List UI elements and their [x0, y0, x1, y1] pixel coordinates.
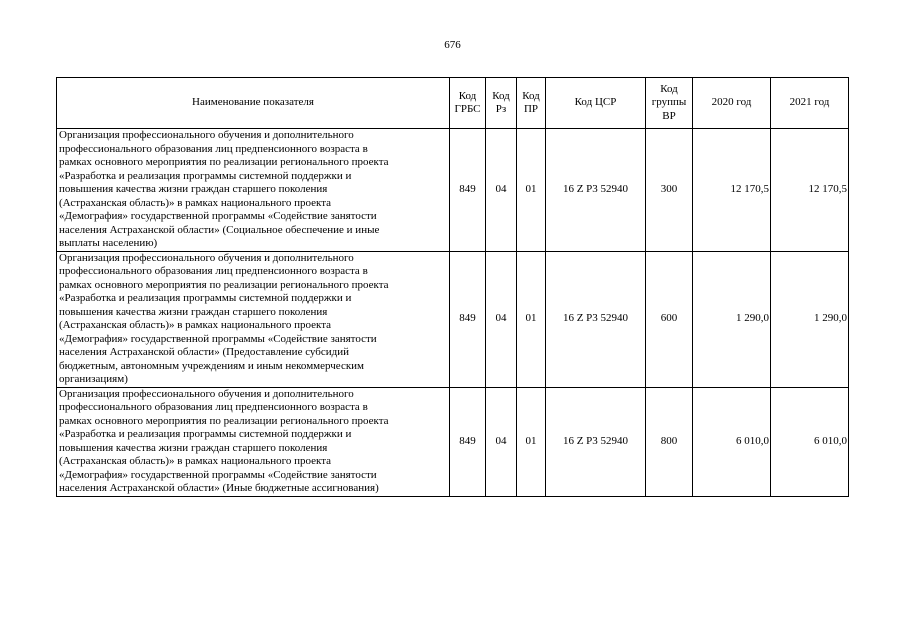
header-vr-line-2: группы: [651, 96, 687, 109]
cell-rz: 04: [486, 129, 517, 252]
cell-rz: 04: [486, 387, 517, 496]
indicator-name-line: профессионального образования лиц предпенсионного возраста в: [59, 265, 368, 277]
indicator-name-line: населения Астраханской области» (Социальное обеспечение и иные: [59, 223, 380, 236]
indicator-name-line: населения Астраханской области» (Предоставление субсидий: [59, 346, 350, 358]
indicator-name-line: выплаты населению): [59, 237, 158, 249]
header-pr: [517, 78, 546, 129]
budget-table: [56, 77, 849, 497]
indicator-name-line: рамках основного мероприятия по реализации регионального проекта: [59, 156, 389, 168]
cell-2021: 1 290,0: [771, 251, 849, 387]
cell-2020: 1 290,0: [693, 251, 771, 387]
indicator-name-line: «Разработка и реализация программы системной поддержки и: [59, 292, 352, 304]
cell-vr: 300: [646, 129, 693, 252]
indicator-name-line: «Демография» государственной программы «Содействие занятости: [59, 468, 377, 481]
cell-indicator-name: [57, 129, 450, 252]
indicator-name-line: профессионального образования лиц предпенсионного возраста в: [59, 401, 368, 413]
header-rz: [486, 78, 517, 129]
cell-pr: 01: [517, 251, 546, 387]
table-row: [57, 251, 849, 387]
indicator-name-line: населения Астраханской области» (Иные бюджетные ассигнования): [59, 482, 379, 494]
table-row: [57, 387, 849, 496]
indicator-name-line: «Разработка и реализация программы системной поддержки и: [59, 428, 352, 440]
indicator-name-line: бюджетным, автономным учреждениям и иным некоммерческим: [59, 359, 365, 372]
header-grbs: [450, 78, 486, 129]
header-vr-line-3: ВР: [662, 109, 676, 122]
header-csr: Код ЦСР: [546, 78, 646, 129]
indicator-name-line: «Демография» государственной программы «Содействие занятости: [59, 210, 377, 222]
cell-vr: 600: [646, 251, 693, 387]
header-pr-line-2: ПР: [523, 103, 539, 115]
header-rz-line-2: Рз: [495, 103, 507, 115]
indicator-name-line: «Демография» государственной программы «Содействие занятости: [59, 332, 377, 345]
cell-indicator-name: [57, 387, 450, 496]
cell-rz: 04: [486, 251, 517, 387]
page-number: 676: [444, 39, 461, 51]
header-vr: [646, 78, 693, 129]
cell-csr: 16 Z P3 52940: [546, 251, 646, 387]
cell-grbs: 849: [450, 251, 486, 387]
header-2021: 2021 год: [771, 78, 849, 129]
cell-grbs: 849: [450, 129, 486, 252]
header-grbs-line-1: Код: [458, 89, 477, 102]
header-grbs-line-2: ГРБС: [454, 103, 481, 115]
indicator-name-line: Организация профессионального обучения и дополнительного: [59, 129, 354, 141]
cell-2021: 6 010,0: [771, 387, 849, 496]
indicator-name-line: организациям): [59, 373, 128, 385]
table-row: [57, 129, 849, 252]
cell-vr: 800: [646, 387, 693, 496]
table-header-row: [57, 78, 849, 129]
indicator-name-line: рамках основного мероприятия по реализации регионального проекта: [59, 278, 389, 291]
cell-2021: 12 170,5: [771, 129, 849, 252]
cell-pr: 01: [517, 387, 546, 496]
table-body: [57, 129, 849, 497]
cell-grbs: 849: [450, 387, 486, 496]
cell-pr: 01: [517, 129, 546, 252]
header-pr-line-1: Код: [522, 89, 540, 102]
indicator-name-line: повышения качества жизни граждан старшего поколения: [59, 305, 328, 318]
indicator-name-line: Организация профессионального обучения и дополнительного: [59, 387, 354, 400]
indicator-name-line: «Разработка и реализация программы системной поддержки и: [59, 169, 352, 182]
header-vr-line-1: Код: [660, 82, 678, 95]
indicator-name-line: рамках основного мероприятия по реализации регионального проекта: [59, 414, 389, 427]
header-name: Наименование показателя: [57, 78, 450, 129]
indicator-name-line: (Астраханская область)» в рамках национального проекта: [59, 319, 332, 331]
indicator-name-line: (Астраханская область)» в рамках национального проекта: [59, 455, 332, 467]
indicator-name-line: профессионального образования лиц предпенсионного возраста в: [59, 142, 368, 155]
indicator-name-line: (Астраханская область)» в рамках национального проекта: [59, 196, 332, 209]
header-rz-line-1: Код: [492, 89, 510, 102]
cell-2020: 6 010,0: [693, 387, 771, 496]
indicator-name-line: Организация профессионального обучения и дополнительного: [59, 251, 354, 264]
indicator-name-line: повышения качества жизни граждан старшего поколения: [59, 441, 328, 454]
cell-2020: 12 170,5: [693, 129, 771, 252]
header-2020: 2020 год: [693, 78, 771, 129]
cell-csr: 16 Z P3 52940: [546, 387, 646, 496]
indicator-name-line: повышения качества жизни граждан старшего поколения: [59, 183, 328, 195]
cell-indicator-name: [57, 251, 450, 387]
cell-csr: 16 Z P3 52940: [546, 129, 646, 252]
